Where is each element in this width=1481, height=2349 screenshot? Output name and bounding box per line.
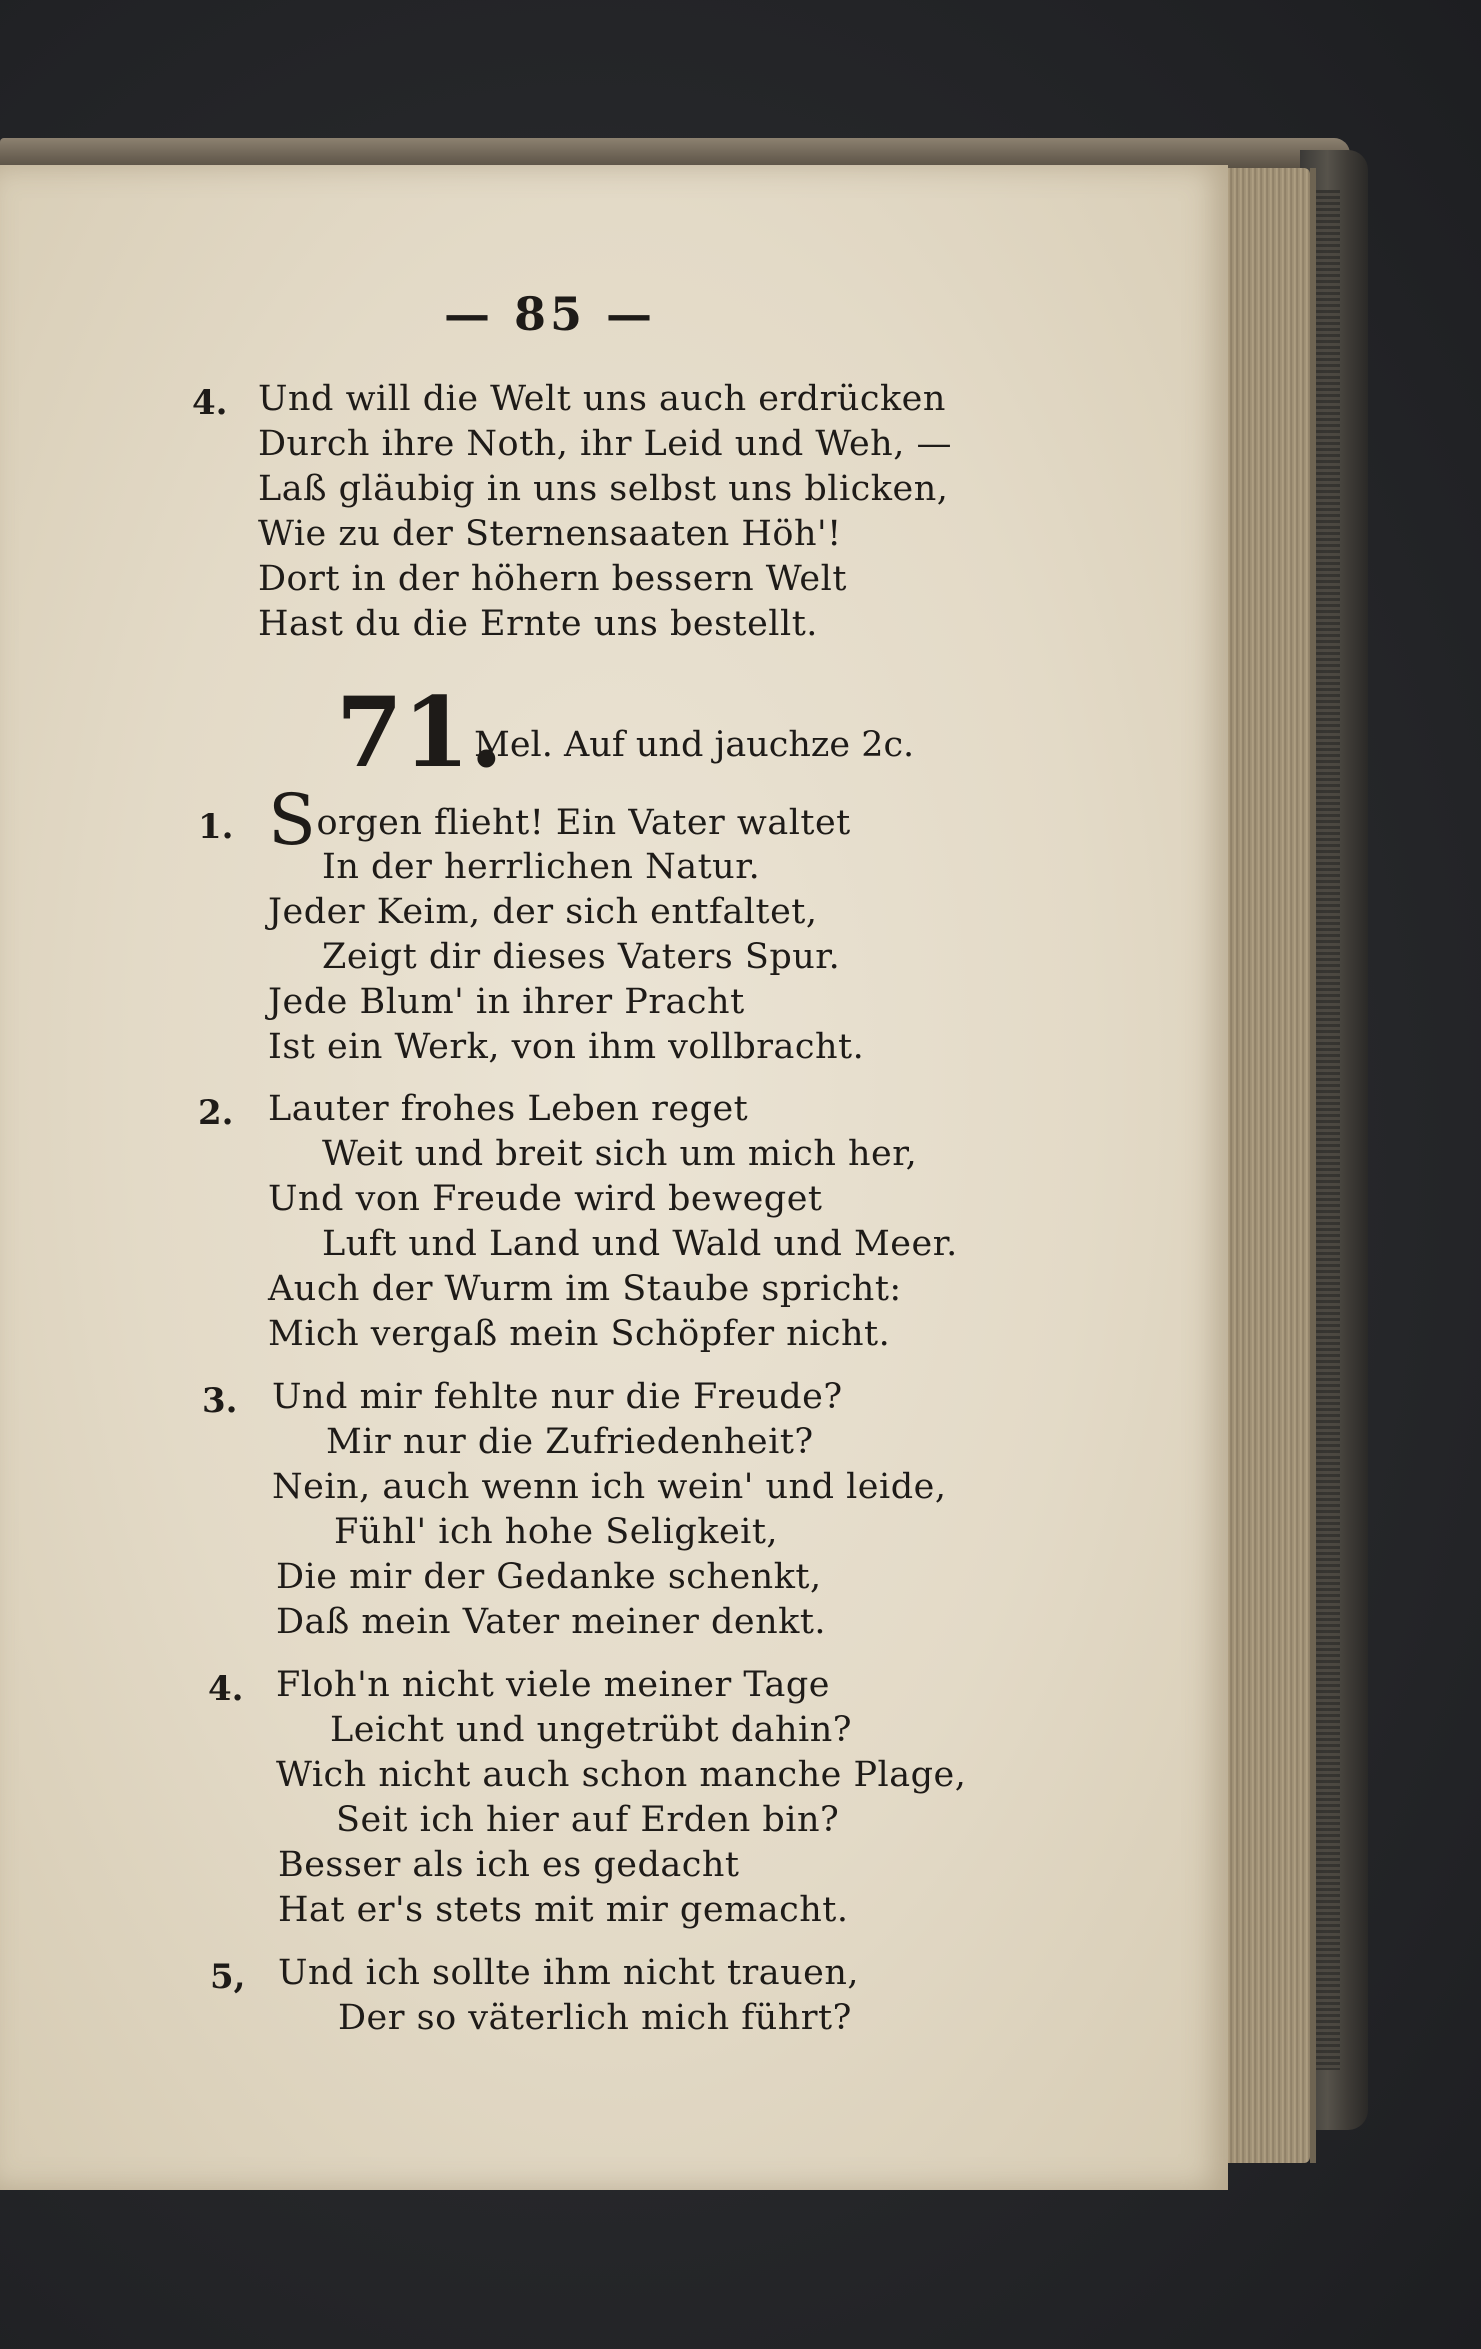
stanza-number: 3.: [202, 1381, 238, 1421]
verse-line: Mich vergaß mein Schöpfer nicht.: [268, 1314, 891, 1354]
book-page: [0, 165, 1228, 2190]
stanza-number: 2.: [198, 1093, 234, 1133]
verse-line: Weit und breit sich um mich her,: [322, 1134, 918, 1174]
verse-line: Daß mein Vater meiner denkt.: [276, 1602, 827, 1642]
verse-line: Luft und Land und Wald und Meer.: [322, 1224, 958, 1264]
verse-line: Besser als ich es gedacht: [278, 1845, 740, 1885]
verse-line: Durch ihre Noth, ihr Leid und Weh, —: [258, 424, 952, 464]
verse-line: Floh'n nicht viele meiner Tage: [276, 1665, 830, 1705]
verse-line: Die mir der Gedanke schenkt,: [276, 1557, 822, 1597]
verse-line: Mir nur die Zufriedenheit?: [326, 1422, 814, 1462]
verse-line: [268, 779, 851, 861]
page-edges: [1215, 168, 1310, 2163]
verse-line: Zeigt dir dieses Vaters Spur.: [322, 937, 841, 977]
page-text: [0, 165, 1228, 2190]
verse-line: Seit ich hier auf Erden bin?: [336, 1800, 840, 1840]
verse-line: Und mir fehlte nur die Freude?: [272, 1377, 843, 1417]
stanza-number: 5,: [210, 1957, 246, 1997]
verse-line: Hat er's stets mit mir gemacht.: [278, 1890, 849, 1930]
drop-cap: S: [268, 779, 317, 861]
verse-line: Und von Freude wird beweget: [268, 1179, 823, 1219]
stanza-number: 4.: [208, 1669, 244, 1709]
stanza-number: 1.: [198, 807, 234, 847]
verse-line: Dort in der höhern bessern Welt: [258, 559, 847, 599]
verse-line: Ist ein Werk, von ihm vollbracht.: [268, 1027, 865, 1067]
verse-line: Und will die Welt uns auch erdrücken: [258, 379, 946, 419]
verse-line: Fühl' ich hohe Seligkeit,: [334, 1512, 779, 1552]
verse-line-text: orgen flieht! Ein Vater waltet: [316, 803, 851, 843]
verse-line: Jeder Keim, der sich entfaltet,: [268, 892, 818, 932]
stanza-number: 4.: [192, 383, 228, 423]
verse-line: Wich nicht auch schon manche Plage,: [276, 1755, 967, 1795]
verse-line: Lauter frohes Leben reget: [268, 1089, 749, 1129]
verse-line: Nein, auch wenn ich wein' und leide,: [272, 1467, 947, 1507]
verse-line: Hast du die Ernte uns bestellt.: [258, 604, 818, 644]
verse-line: Wie zu der Sternensaaten Höh'!: [258, 514, 842, 554]
verse-line: Auch der Wurm im Staube spricht:: [268, 1269, 902, 1309]
verse-line: Jede Blum' in ihrer Pracht: [268, 982, 745, 1022]
verse-line: Laß gläubig in uns selbst uns blicken,: [258, 469, 949, 509]
page-number: — 85 —: [443, 287, 657, 341]
hymn-melody: Mel. Auf und jauchze 2c.: [474, 725, 915, 765]
verse-line: Und ich sollte ihm nicht trauen,: [278, 1953, 860, 1993]
hymn-number: 71.: [336, 676, 504, 789]
verse-line: Der so väterlich mich führt?: [338, 1998, 852, 2038]
verse-line: In der herrlichen Natur.: [322, 847, 761, 887]
verse-line: Leicht und ungetrübt dahin?: [330, 1710, 853, 1750]
